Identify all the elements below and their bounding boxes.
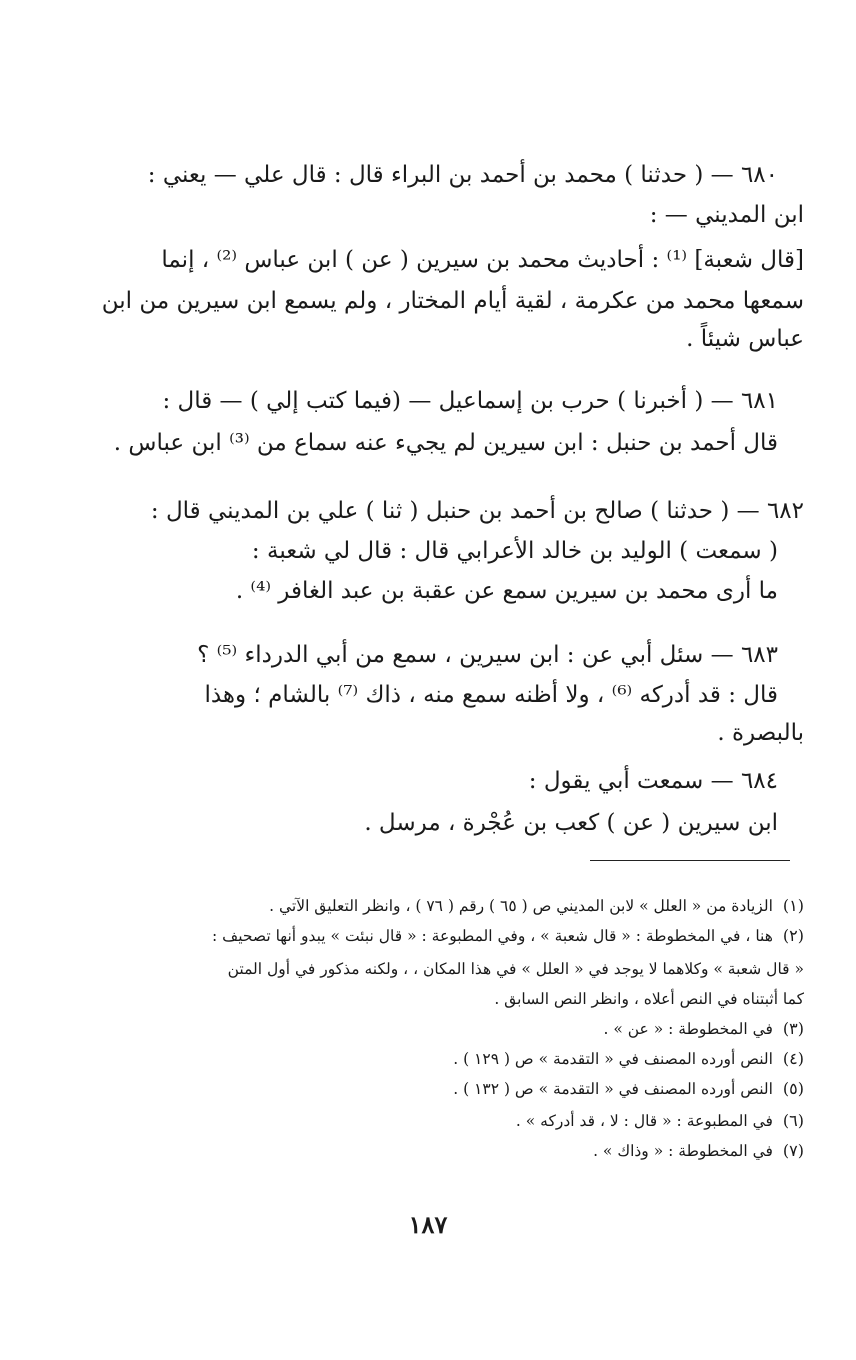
footnote-text: الزيادة من « العلل » لابن المديني ص ( ٦٥ ) رقم ( ٧٦ ) ، وانظر التعليق الآتي . xyxy=(269,897,773,915)
footnote-text: في المخطوطة : « عن » . xyxy=(603,1020,773,1038)
entry-683-line-2: قال : قد أدركه ⁽⁶⁾ ، ولا أظنه سمع منه ، ذاك ⁽⁷⁾ بالشام ؛ وهذا xyxy=(204,682,778,708)
entry-680-line-1: ٦٨٠ — ( حدثنا ) محمد بن أحمد بن البراء قال : قال علي — يعني : xyxy=(147,162,778,188)
footnote-2 xyxy=(212,925,804,947)
entry-681-line-1: ٦٨١ — ( أخبرنا ) حرب بن إسماعيل — (فيما كتب إلي ) — قال : xyxy=(162,388,778,414)
footnote-number: (٣) xyxy=(782,1019,804,1038)
footnote-7 xyxy=(593,1140,804,1162)
entry-680-line-3: [قال شعبة] ⁽¹⁾ : أحاديث محمد بن سيرين ( عن ) ابن عباس ⁽²⁾ ، إنما xyxy=(161,247,804,273)
entry-680-line-2: ابن المديني — : xyxy=(649,202,804,228)
footnote-number: (٦) xyxy=(782,1111,804,1130)
footnote-4 xyxy=(453,1048,804,1070)
page-number: ١٨٧ xyxy=(408,1210,448,1239)
footnote-text: النص أورده المصنف في « التقدمة » ص ( ١٣٢ ) . xyxy=(453,1080,773,1098)
footnote-separator xyxy=(590,860,790,861)
footnote-number: (٥) xyxy=(782,1079,804,1098)
footnote-number: (٢) xyxy=(782,926,804,945)
entry-683-line-1: ٦٨٣ — سئل أبي عن : ابن سيرين ، سمع من أبي الدرداء ⁽⁵⁾ ؟ xyxy=(197,642,778,668)
entry-682-line-3: ما أرى محمد بن سيرين سمع عن عقبة بن عبد الغافر ⁽⁴⁾ . xyxy=(235,578,778,604)
footnote-6 xyxy=(516,1110,804,1132)
entry-684-line-1: ٦٨٤ — سمعت أبي يقول : xyxy=(528,768,778,794)
footnote-number: (١) xyxy=(782,896,804,915)
entry-682-line-2: ( سمعت ) الوليد بن خالد الأعرابي قال : قال لي شعبة : xyxy=(251,538,778,564)
entry-681-line-2: قال أحمد بن حنبل : ابن سيرين لم يجيء عنه سماع من ⁽³⁾ ابن عباس . xyxy=(113,430,778,456)
footnote-number: (٤) xyxy=(782,1049,804,1068)
entry-683-line-3: بالبصرة . xyxy=(717,720,804,746)
footnote-text: في المخطوطة : « وذاك » . xyxy=(593,1142,773,1160)
footnote-3 xyxy=(603,1018,804,1040)
footnote-2-continued-b xyxy=(494,988,804,1010)
entry-680-line-5: عباس شيئاً . xyxy=(686,326,804,352)
footnote-5 xyxy=(453,1078,804,1100)
footnote-2-continued-a xyxy=(228,958,804,980)
footnote-1 xyxy=(269,895,804,917)
footnote-text: في المطبوعة : « قال : لا ، قد أدركه » . xyxy=(515,1112,773,1130)
footnote-text: كما أثبتناه في النص أعلاه ، وانظر النص السابق . xyxy=(494,990,804,1008)
footnote-text: « قال شعبة » وكلاهما لا يوجد في « العلل » في هذا المكان ، ، ولكنه مذكور في أول المتن xyxy=(227,960,804,978)
footnote-text: النص أورده المصنف في « التقدمة » ص ( ١٢٩ ) . xyxy=(453,1050,773,1068)
footnote-number: (٧) xyxy=(782,1141,804,1160)
entry-682-line-1: ٦٨٢ — ( حدثنا ) صالح بن أحمد بن حنبل ( ثنا ) علي بن المديني قال : xyxy=(150,498,804,524)
entry-680-line-4: سمعها محمد من عكرمة ، لقية أيام المختار ، ولم يسمع ابن سيرين من ابن xyxy=(101,288,804,314)
footnote-text: هنا ، في المخطوطة : « قال شعبة » ، وفي المطبوعة : « قال نبئت » يبدو أنها تصحيف : xyxy=(212,927,773,945)
entry-684-line-2: ابن سيرين ( عن ) كعب بن عُجْرة ، مرسل . xyxy=(364,810,778,836)
